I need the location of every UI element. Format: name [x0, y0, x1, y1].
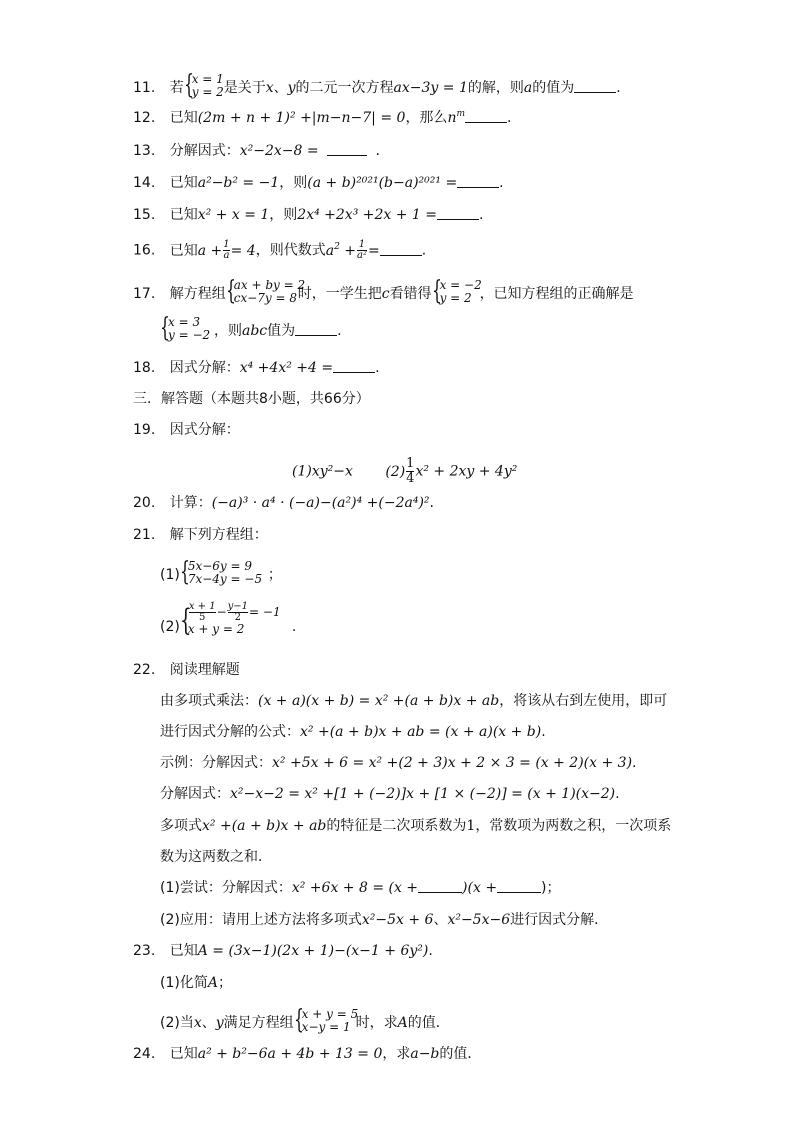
answer-blank[interactable]	[437, 207, 479, 220]
text: 的值．	[407, 1015, 450, 1031]
answer-blank[interactable]	[497, 880, 541, 893]
text: (1)化简	[160, 975, 208, 991]
equation: A = (3x−1)(2x + 1)−(x−1 + 6y²)	[197, 943, 429, 959]
system-row: y = −2	[168, 328, 211, 342]
text: .	[541, 724, 546, 740]
text: .	[507, 110, 512, 126]
text: 进行因式分解．	[510, 912, 609, 928]
text: 的二元一次方程	[295, 80, 394, 96]
question-number: 21.	[133, 527, 156, 543]
equation: x⁴ +4x² +4 =	[239, 360, 334, 376]
text: ，则	[214, 323, 242, 339]
q22-part-1	[160, 879, 561, 897]
equation: a + $\frac{1}{a}$ = 4	[197, 239, 256, 261]
text: ，那么	[405, 110, 448, 126]
q23-part-2	[160, 1005, 450, 1036]
equation: x²−2x−8 =	[239, 143, 319, 159]
question-16	[133, 240, 426, 261]
equation: $a^2$ + $\frac{1}{\text{a²}}$ =	[325, 239, 380, 261]
text: .	[375, 143, 380, 159]
text: 时，求	[355, 1015, 398, 1031]
system-row: cx−7y = 8	[233, 291, 297, 305]
text: ；	[267, 567, 282, 583]
text: .	[615, 786, 620, 802]
text: 解下列方程组：	[169, 527, 268, 543]
text: .	[479, 207, 484, 223]
question-number: 23.	[133, 943, 156, 959]
text: (1)尝试：分解因式：	[160, 880, 292, 896]
system-row: x = −2	[439, 278, 482, 292]
equation: x² +6x + 8 = (x +	[291, 880, 419, 896]
system-row: y = 2	[439, 291, 472, 305]
text: 阅读理解题	[169, 662, 240, 678]
text: 计算：	[169, 495, 212, 511]
system-row: x + y = 2	[187, 622, 245, 636]
var-A: A	[207, 975, 218, 991]
question-22	[133, 661, 240, 679]
text: 分解因式：	[160, 786, 230, 802]
equation: x² +5x + 6 = x² +(2 + 3)x + 2 × 3 = (x + 2)(x + 3)	[272, 755, 633, 771]
text: .	[337, 323, 342, 339]
text: ；	[217, 975, 232, 991]
var-y: y	[215, 1015, 224, 1031]
equation: (x + a)(x + b) = x² +(a + b)x + ab	[258, 693, 500, 709]
equation: x²−x−2 = x² +[1 + (−2)]x + [1 × (−2)] = (x + 1)(x−2)	[230, 786, 616, 802]
equation: ax−3y = 1	[393, 80, 468, 96]
equation: a−b	[410, 1046, 440, 1062]
q23-part-1	[160, 974, 232, 992]
text: 若	[169, 80, 184, 96]
equation: x²−5x + 6	[361, 912, 434, 928]
q22-line-6: 数为这两数之和．	[160, 849, 272, 865]
text: .	[499, 175, 504, 191]
equation-system: { x = −2 y = 2	[431, 276, 482, 306]
text: )；	[541, 880, 561, 896]
text: 已知	[169, 175, 198, 191]
system-row: x + y = 5	[301, 1007, 359, 1021]
system-row: $\frac{x + 1}{5}$ − $\frac{y-1}{2}$ = −1	[188, 601, 281, 623]
text: 的解，则	[467, 80, 524, 96]
text: .	[616, 80, 621, 96]
question-24	[133, 1045, 481, 1063]
text: ，求	[382, 1046, 411, 1062]
answer-blank[interactable]	[380, 243, 422, 256]
q22-line-1	[160, 692, 667, 710]
q22-part-2	[160, 911, 608, 929]
text: 已知	[169, 943, 198, 959]
equation-system: { x = 3 y = −2	[160, 313, 211, 343]
fraction-one-quarter: $\frac{1}{4}$	[406, 456, 415, 486]
answer-blank[interactable]	[333, 360, 375, 373]
equation: x²−5x−6	[447, 912, 511, 928]
text: 的值．	[439, 1046, 482, 1062]
equation-system: { x + y = 5 x−y = 1	[293, 1005, 359, 1035]
question-number: 12.	[133, 110, 156, 126]
q22-line-2	[160, 723, 546, 741]
question-number: 14.	[133, 175, 156, 191]
question-17-cont	[160, 313, 342, 344]
question-15	[133, 206, 483, 224]
question-21-part-2	[160, 601, 297, 642]
question-number: 19.	[133, 422, 156, 438]
question-number: 20.	[133, 495, 156, 511]
text: 已知	[169, 1046, 198, 1062]
text: 解方程组	[169, 286, 226, 302]
equation: 2x⁴ +2x³ +2x + 1 =	[297, 207, 438, 223]
text: 进行因式分解的公式：	[160, 724, 300, 740]
equation: a² + b²−6a + 4b + 13 = 0	[197, 1046, 383, 1062]
text: ，常数项为两数之积，一次项系	[475, 818, 672, 834]
system-row: x−y = 1	[301, 1020, 351, 1034]
equation-system: { 5x−6y = 9 7x−4y = −5	[179, 557, 263, 587]
answer-blank[interactable]	[327, 143, 367, 156]
var-x: x	[265, 80, 274, 96]
text: 的特征是二次项系数为	[326, 818, 467, 834]
text: 因式分解：	[169, 422, 240, 438]
question-17	[133, 276, 634, 307]
question-19	[133, 421, 240, 439]
text: ，则	[279, 175, 308, 191]
question-19-parts	[292, 457, 517, 486]
text: 时，一学生把	[297, 286, 382, 302]
text: 由多项式乘法：	[160, 693, 258, 709]
question-13	[133, 142, 380, 160]
question-20	[133, 494, 434, 512]
power-n-m: $n^m$	[447, 109, 466, 126]
equation: )(x +	[462, 880, 498, 896]
answer-blank[interactable]	[418, 880, 462, 893]
text: .	[428, 943, 433, 959]
text: .	[291, 619, 297, 635]
text: 因式分解：	[169, 360, 240, 376]
equation-system: { $\frac{x + 1}{5}$ − $\frac{y-1}{2}$ = −1 x + y = 2	[179, 601, 281, 638]
text: 已知	[169, 207, 198, 223]
text: 已知	[169, 110, 198, 126]
answer-blank[interactable]	[457, 175, 499, 188]
text: .	[429, 495, 434, 511]
equation: (−a)³ · a⁴ · (−a)−(a²)⁴ +(−2a⁴)²	[211, 495, 430, 511]
q22-line-4	[160, 785, 620, 803]
system-row: 7x−4y = −5	[187, 572, 263, 586]
equation-system: { ax + by = 2 cx−7y = 8	[225, 276, 306, 306]
text: ，则	[269, 207, 298, 223]
text: 示例：分解因式：	[160, 755, 272, 771]
text: .	[632, 755, 637, 771]
question-number: 15.	[133, 207, 156, 223]
question-18	[133, 359, 380, 377]
q22-line-3	[160, 754, 637, 772]
section-heading: 三．解答题（本题共8小题，共66分）	[133, 391, 370, 407]
part-1: (1)xy²−x	[292, 463, 353, 480]
text: 、	[273, 80, 288, 96]
text: ，已知方程组的正确解是	[479, 286, 634, 302]
var-A: A	[397, 1015, 408, 1031]
var-a: a	[523, 80, 533, 96]
var-y: y	[287, 80, 296, 96]
text: 多项式	[160, 818, 202, 834]
text: ，则代数式	[255, 242, 326, 259]
answer-blank[interactable]	[295, 323, 337, 336]
question-12	[133, 109, 511, 127]
equation-system: { x = 1 y = 2	[183, 70, 224, 100]
equation: x² +(a + b)x + ab	[202, 818, 327, 834]
question-21	[133, 526, 268, 544]
number: 1	[466, 818, 476, 834]
equation: (a + b)²⁰²¹(b−a)²⁰²¹ =	[307, 175, 458, 191]
equation: (2m + n + 1)² +|m−n−7| = 0	[197, 110, 406, 126]
question-number: 11.	[133, 80, 156, 96]
text: 分解因式：	[169, 143, 240, 159]
part-2-label: (2)	[385, 463, 406, 480]
var-x: x	[193, 1015, 202, 1031]
var-c: c	[381, 286, 390, 302]
text: 看错得	[389, 286, 432, 302]
equation: x² +(a + b)x + ab = (x + a)(x + b)	[300, 724, 542, 740]
part-2: x² + 2xy + 4y²	[415, 463, 518, 480]
text: 、	[201, 1015, 216, 1031]
question-23	[133, 942, 433, 960]
text: 满足方程组	[223, 1015, 294, 1031]
q22-line-5	[160, 817, 671, 835]
question-number: 17.	[133, 286, 156, 302]
text: 、	[433, 912, 448, 928]
text: 值为	[267, 323, 296, 339]
text: 已知	[169, 242, 198, 259]
question-number: 24.	[133, 1046, 156, 1062]
system-row: x = 3	[168, 315, 201, 329]
text: .	[375, 360, 380, 376]
text: (2)应用：请用上述方法将多项式	[160, 912, 362, 928]
question-number: 16.	[133, 242, 156, 259]
part-label: (1)	[160, 567, 180, 583]
answer-blank[interactable]	[574, 80, 616, 93]
system-row: x = 1	[191, 72, 224, 86]
question-number: 13.	[133, 143, 156, 159]
question-14	[133, 174, 504, 192]
system-row: ax + by = 2	[233, 278, 306, 292]
part-label: (2)	[160, 619, 180, 635]
answer-blank[interactable]	[465, 110, 507, 123]
equation: a²−b² = −1	[197, 175, 280, 191]
question-number: 18.	[133, 360, 156, 376]
text: (2)当	[160, 1015, 194, 1031]
system-row: 5x−6y = 9	[187, 559, 253, 573]
text: ，将该从右到左使用，即可	[499, 693, 668, 709]
system-row: y = 2	[191, 85, 224, 99]
text: .	[421, 242, 427, 259]
expr-abc: abc	[242, 323, 268, 339]
text: 的值为	[532, 80, 575, 96]
question-11	[133, 70, 621, 101]
question-21-part-1	[160, 557, 282, 588]
equation: x² + x = 1	[197, 207, 270, 223]
text: 是关于	[223, 80, 266, 96]
question-number: 22.	[133, 662, 156, 678]
